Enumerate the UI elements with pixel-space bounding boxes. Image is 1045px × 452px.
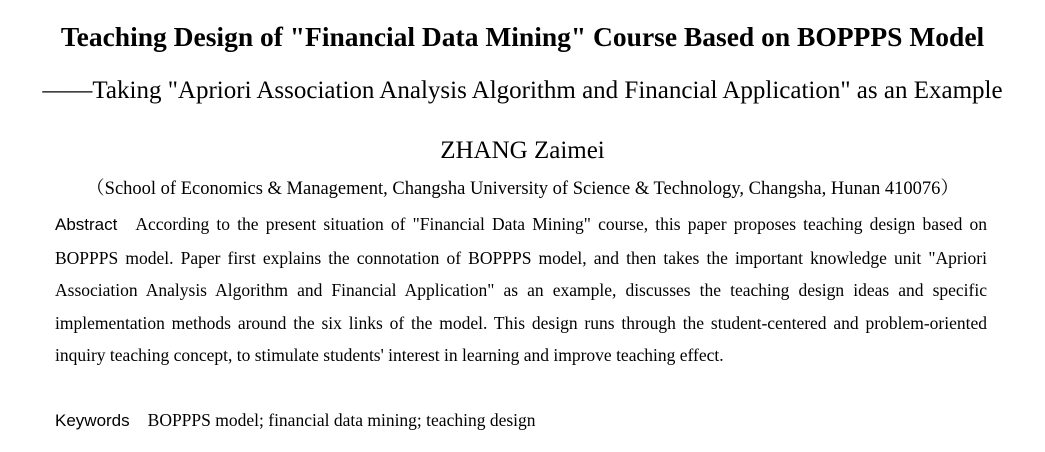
- abstract-section: [55, 208, 987, 372]
- author-name: ZHANG Zaimei: [440, 137, 605, 164]
- keywords-section: [55, 404, 987, 437]
- abstract-label: Abstract: [55, 215, 118, 234]
- paper-title: Teaching Design of "Financial Data Mining" Course Based on BOPPPS Model: [60, 21, 985, 52]
- abstract-text: According to the present situation of "Financial Data Mining" course, this paper proposes teaching design based on BOPPPS model. Paper first explains the connotation of BOPPPS model, and then takes the important knowledge unit "Apriori Association Analysis Algorithm and Financial Application" as an example, discusses the teaching design ideas and specific implementation methods around the six links of the model. This design runs through the student-centered and problem-oriented inquiry teaching concept, to stimulate students' interest in learning and improve teaching effect.: [55, 214, 987, 366]
- paper-subtitle: ——Taking "Apriori Association Analysis Algorithm and Financial Application" as an Example: [42, 77, 1003, 104]
- keywords-text: BOPPPS model; financial data mining; teaching design: [147, 410, 536, 430]
- author-affiliation: （School of Economics & Management, Changsha University of Science & Technology, Changsha, Hunan 410076）: [86, 179, 959, 199]
- keywords-label: Keywords: [55, 411, 130, 430]
